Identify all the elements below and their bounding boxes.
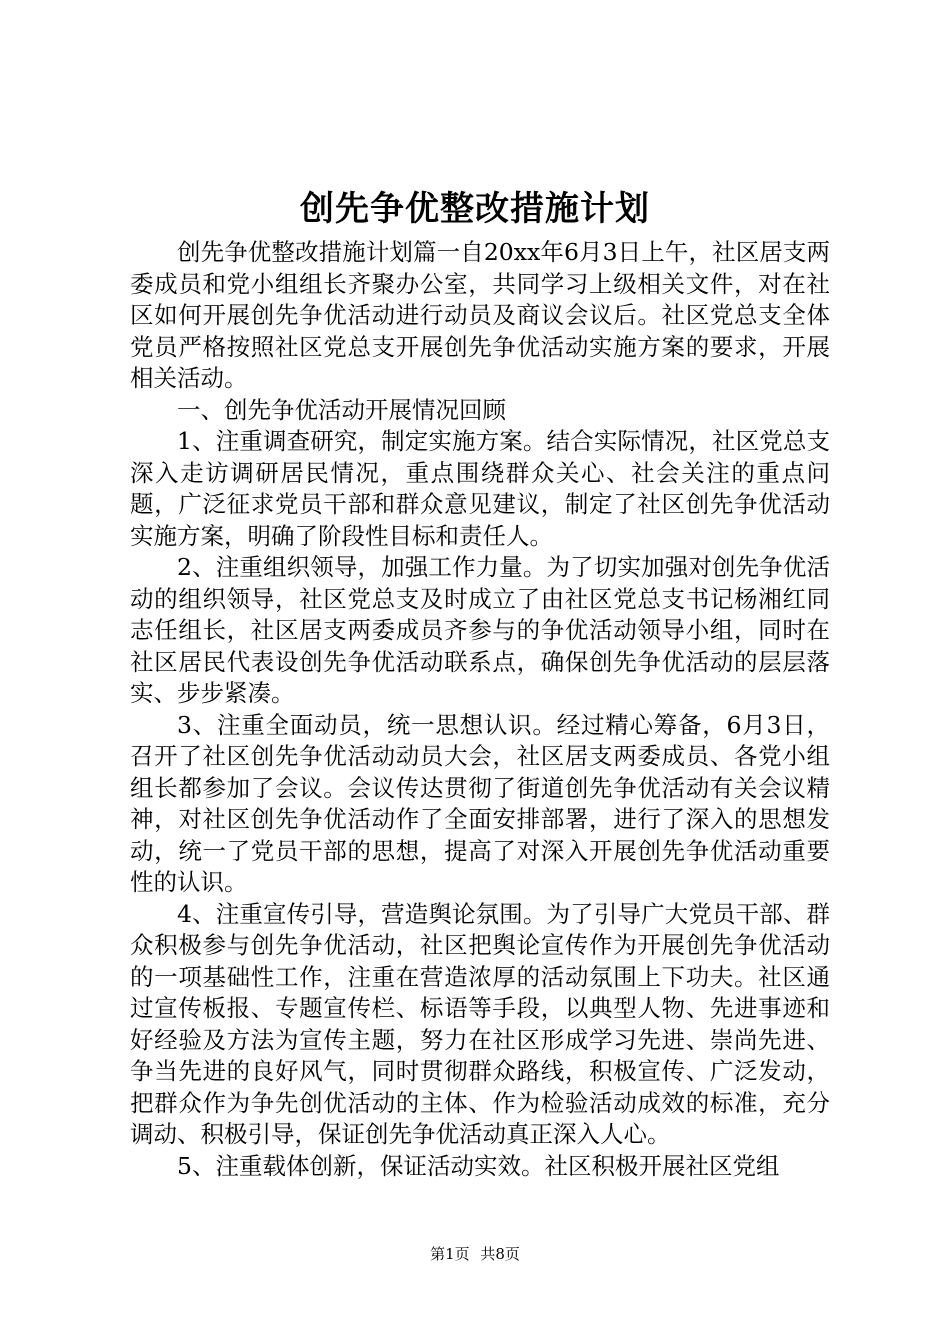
paragraph-item-4: 4、注重宣传引导，营造舆论氛围。为了引导广大党员干部、群众积极参与创先争优活动，社区把舆论宣传作为开展创先争优活动的一项基础性工作，注重在营造浓厚的活动氛围上下功夫。社区通过宣传板报、专题宣传栏、标语等手段，以典型人物、先进事迹和好经验及方法为宣传主题，努力在社区形成学习先进、崇尚先进、争当先进的良好风气，同时贯彻群众路线，积极宣传、广泛发动，把群众作为争先创优活动的主体、作为检验活动成效的标准，充分调动、积极引导，保证创先争优活动真正深入人心。 xyxy=(130,899,830,1148)
paragraph-item-3: 3、注重全面动员，统一思想认识。经过精心筹备，6月3日，召开了社区创先争优活动动员大会，社区居支两委成员、各党小组组长都参加了会议。会议传达贯彻了街道创先争优活动有关会议精神，对社区创先争优活动作了全面安排部署，进行了深入的思想发动，统一了党员干部的思想，提高了对深入开展创先争优活动重要性的认识。 xyxy=(130,710,830,896)
document-title: 创先争优整改措施计划 xyxy=(300,189,650,229)
paragraph-item-2: 2、注重组织领导，加强工作力量。为了切实加强对创先争优活动的组织领导，社区党总支及时成立了由社区党总支书记杨湘红同志任组长，社区居支两委成员齐参与的争优活动领导小组，同时在社区居民代表设创先争优活动联系点，确保创先争优活动的层层落实、步步紧凑。 xyxy=(130,553,830,707)
document-body xyxy=(130,237,830,1182)
paragraph-intro: 创先争优整改措施计划篇一自20xx年6月3日上午，社区居支两委成员和党小组组长齐聚办公室，共同学习上级相关文件，对在社区如何开展创先争优活动进行动员及商议会议后。社区党总支全体党员严格按照社区党总支开展创先争优活动实施方案的要求，开展相关活动。 xyxy=(130,238,830,392)
page-total: 共8页 xyxy=(480,1245,520,1263)
section-heading: 一、创先争优活动开展情况回顾 xyxy=(177,395,506,424)
paragraph-item-5: 5、注重载体创新，保证活动实效。社区积极开展社区党组 xyxy=(177,1151,780,1180)
page-footer xyxy=(0,1244,950,1264)
page-number: 第1页 xyxy=(430,1245,470,1263)
paragraph-item-1: 1、注重调查研究，制定实施方案。结合实际情况，社区党总支深入走访调研居民情况，重点围绕群众关心、社会关注的重点问题，广泛征求党员干部和群众意见建议，制定了社区创先争优活动实施方案，明确了阶段性目标和责任人。 xyxy=(130,427,830,550)
